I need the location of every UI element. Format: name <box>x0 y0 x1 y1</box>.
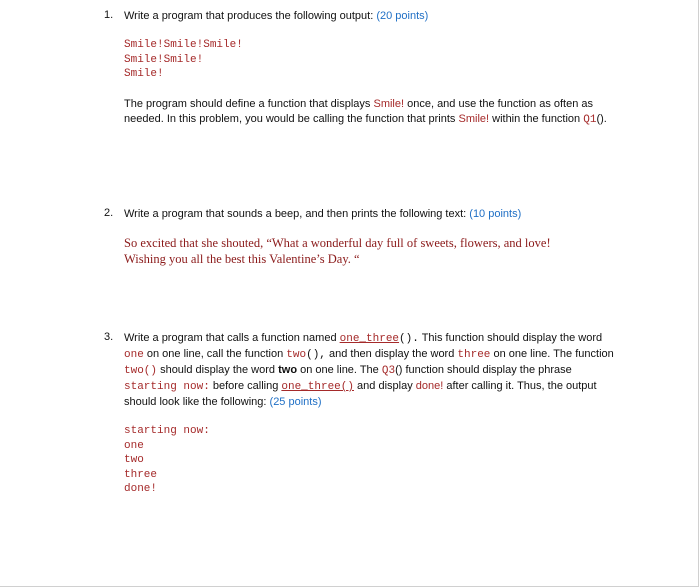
q3-output-line: one <box>124 439 144 452</box>
q3-output-line: starting now: <box>124 425 210 437</box>
q3-output-block <box>124 424 210 497</box>
q3-t2: This function should display the word <box>418 332 603 344</box>
q2-number: 2. <box>104 207 114 219</box>
q3-one-three-call: one_three() <box>281 381 354 393</box>
q2-prompt-text: Write a program that sounds a beep, and then prints the following text: <box>124 208 470 220</box>
q3-t10: and display <box>354 380 416 392</box>
q3-two-bold: two <box>278 364 298 376</box>
q3-description <box>124 331 624 410</box>
q3-one: one <box>124 349 144 361</box>
q1-output-line: Smile!Smile! <box>124 53 204 66</box>
q1-number: 1. <box>104 9 114 21</box>
q3-two: two <box>286 349 307 361</box>
q3-t11: after calling it. Thus, the output should look like the following: <box>124 380 597 408</box>
q3-t3: on one line, call the function <box>143 348 287 360</box>
q1-func-suffix: (). <box>596 113 607 125</box>
q2-points: (10 points) <box>469 208 522 220</box>
q1-prompt-text: Write a program that produces the following output: <box>124 10 377 22</box>
q3-t8: () function should display the phrase <box>395 364 572 376</box>
q1-description <box>124 97 624 128</box>
q2-quote-line-2: Wishing you all the best this Valentine’s Day. “ <box>124 252 360 266</box>
q1-smile-2: Smile! <box>458 113 490 125</box>
q1-smile-1: Smile! <box>373 98 405 110</box>
q1-desc-a: The program should define a function that displays <box>124 98 374 110</box>
q3-t5: on one line. The function <box>490 348 614 360</box>
q3-paren: (). <box>399 333 419 345</box>
q1-desc-b: once, and use the function as often as needed. In this problem, you would be calling the function that prints <box>124 98 594 125</box>
q1-output-line: Smile! <box>124 68 164 80</box>
q2-quote <box>124 235 654 267</box>
q3-two-call: two() <box>124 365 158 377</box>
q3-three: three <box>457 349 491 361</box>
q3-func: Q3 <box>381 365 396 377</box>
q3-done: done! <box>415 380 444 392</box>
q3-output-line: two <box>124 454 144 466</box>
q1-prompt <box>124 9 644 24</box>
q2-quote-line-1: So excited that she shouted, “What a wonderful day full of sweets, flowers, and love! <box>124 236 551 250</box>
q3-output-line: three <box>124 468 158 481</box>
q3-t6: should display the word <box>157 364 279 376</box>
q3-number: 3. <box>104 331 114 343</box>
q3-t1: Write a program that calls a function named <box>124 332 340 344</box>
q2-prompt <box>124 207 644 222</box>
q3-paren2: (), <box>306 349 326 361</box>
q1-desc-c: within the function <box>489 113 584 125</box>
q1-output-block <box>124 38 243 82</box>
q3-output-line: done! <box>124 483 158 495</box>
q3-starting: starting now: <box>124 381 210 393</box>
q3-t4: and then display the word <box>325 348 458 360</box>
q1-output-line: Smile!Smile!Smile! <box>124 39 243 51</box>
q1-func-name: Q1 <box>583 114 597 126</box>
q3-t7: on one line. The <box>297 364 382 376</box>
q3-t9: before calling <box>209 380 282 392</box>
q1-points: (20 points) <box>376 10 429 22</box>
q3-points: (25 points) <box>269 396 322 408</box>
q3-one-three: one_three <box>339 333 400 345</box>
